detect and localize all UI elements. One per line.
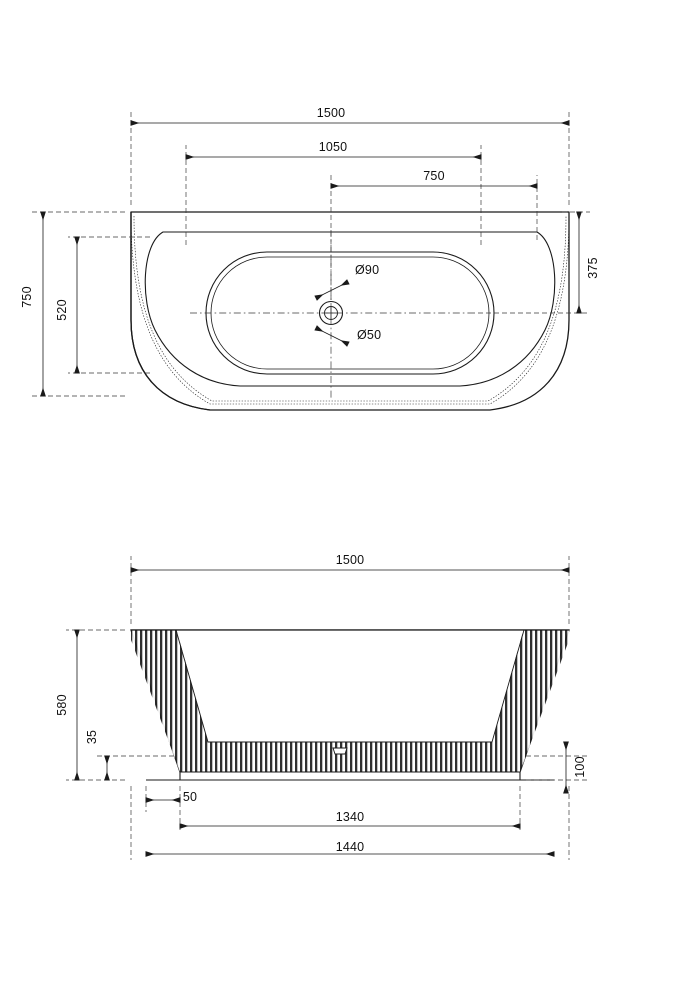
dim-top-drain-offset: 750 [423,169,445,183]
dim-front-base-outer: 1440 [335,840,365,854]
front-view-geometry [131,628,569,780]
dim-top-overall-depth: 750 [20,286,34,308]
dim-top-drain-center-distance: 375 [586,257,600,279]
dim-overflow-diameter: Ø90 [355,263,380,277]
dim-top-inner-width: 1050 [318,140,348,154]
dim-waste-diameter: Ø50 [357,328,382,342]
dim-top-overall-width: 1500 [316,106,346,120]
dim-front-foot-inset: 50 [182,790,198,804]
top-view-geometry [131,212,569,410]
dim-front-overall-width: 1500 [335,553,365,567]
dim-front-overall-height: 580 [55,694,69,716]
dim-front-base-inner: 1340 [335,810,365,824]
dim-front-foot-height: 100 [573,756,587,778]
dim-top-inner-depth: 520 [55,299,69,321]
dim-front-plinth-height: 35 [85,729,99,745]
